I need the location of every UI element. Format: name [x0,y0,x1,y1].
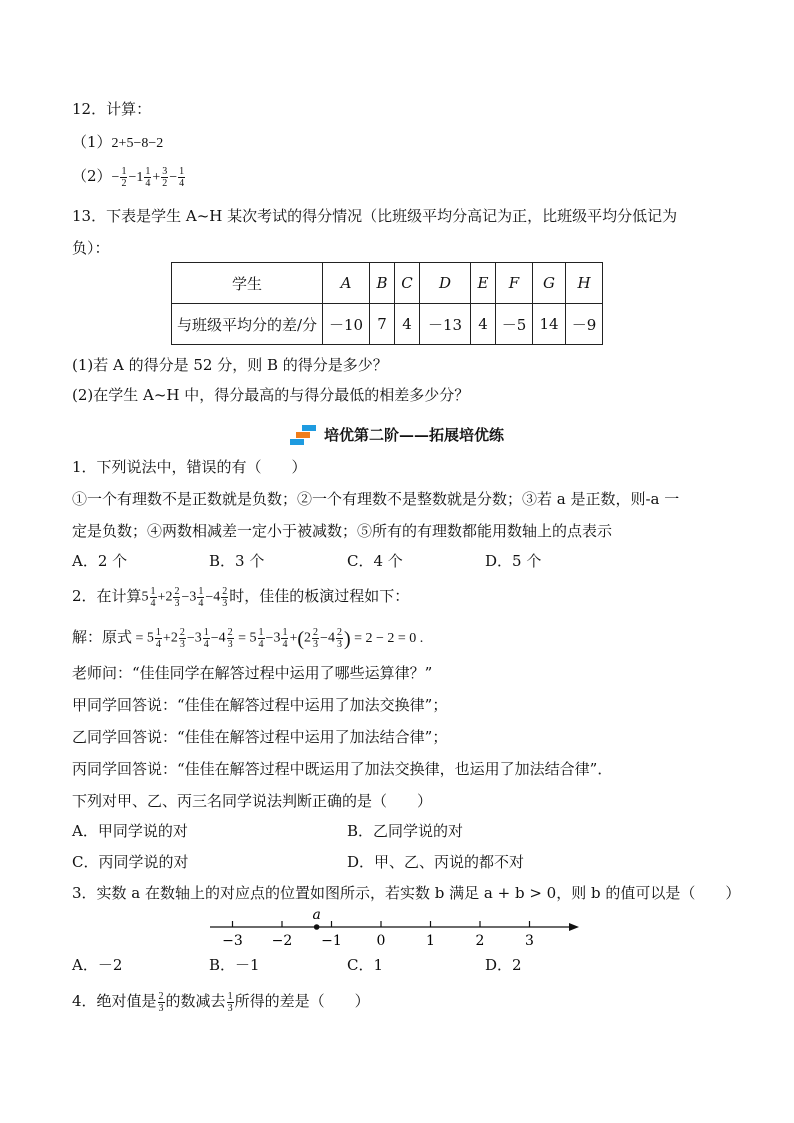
table-cell: 4 [471,304,496,345]
p3-option-c: C．1 [347,956,384,974]
p2-option-d: D．甲、乙、丙说的都不对 [347,853,525,871]
p4-stem [72,990,370,1014]
table-cell: －10 [323,304,370,345]
p2-stem-expr: 5 $\frac{1}{4}$ +2 $\frac{2}{3}$ −3 $\frac{1}{4}$ −4 $\frac{2}{3}$ [141,586,228,610]
table-cell: F [496,263,533,304]
table-cell: G [533,263,566,304]
number-line-tick-label: 0 [376,933,386,949]
number-line-tick-label: −3 [222,933,243,949]
table-header-cell: 与班级平均分的差/分 [172,304,323,345]
q12-part2-expr: − $\frac{1}{2}$ −1 $\frac{1}{4}$ + $\frac{3}{2}$ − $\frac{1}{4}$ [111,166,185,190]
q12-part2-label: （2） [72,167,112,185]
p4-fraction-two-thirds: $\frac{2}{3}$ [158,990,164,1014]
p4-stem-mid: 的数减去 [165,992,226,1010]
q13-sub2: (2)在学生 A~H 中，得分最高的与得分最低的相差多少分？ [72,386,470,404]
p1-option-a: A．2 个 [72,552,128,570]
table-cell: 7 [370,304,395,345]
p2-solution-expr: = 5 $\frac{1}{4}$ +2 $\frac{2}{3}$ −3 $\frac{1}{4}$ −4 $\frac{2}{3}$ = 5 $\frac{1}{4}$ −3 $\frac{1}{4}$ +(2 $\frac{2}{3}$ −4 $\frac{2}{3}$ ) = 2 − 2 = 0 . [132,627,424,651]
table-cell: E [471,263,496,304]
p2-answer-bing: 丙同学回答说：“佳佳在解答过程中既运用了加法交换律，也运用了加法结合律”． [72,760,613,778]
q13-stem-line1: 13．下表是学生 A~H 某次考试的得分情况（比班级平均分高记为正，比班级平均分低记为 [72,207,678,225]
p2-solution-tail: = 2 − 2 = 0 . [354,631,424,646]
table-cell: B [370,263,395,304]
p3-option-d: D．2 [485,956,522,974]
score-table [171,262,603,345]
p2-stem-post: 时，佳佳的板演过程如下： [229,587,410,605]
p2-option-a: A．甲同学说的对 [72,822,188,840]
stacked-blocks-icon [290,425,318,447]
table-header-cell: 学生 [172,263,323,304]
number-line [205,905,585,949]
p2-answer-jia: 甲同学回答说：“佳佳在解答过程中运用了加法交换律”； [72,696,448,714]
p1-option-b: B．3 个 [209,552,265,570]
table-cell: C [395,263,420,304]
p4-stem-post: 所得的差是（ ） [234,992,370,1010]
table-cell: －13 [420,304,471,345]
p1-stem: 1．下列说法中，错误的有（ ） [72,458,307,476]
p3-option-b: B．－1 [209,956,260,974]
p4-stem-pre: 4．绝对值是 [72,992,157,1010]
p2-option-b: B．乙同学说的对 [347,822,464,840]
number-line-tick-label: 3 [525,933,534,949]
q12-part2 [72,165,186,189]
p2-stem-pre: 2．在计算 [72,587,142,605]
p3-stem: 3．实数 a 在数轴上的对应点的位置如图所示，若实数 b 满足 a + b > 0，则 b 的值可以是（ ） [72,884,741,902]
q12-part1-expr: 2+5−8−2 [111,136,164,151]
table-cell: 4 [395,304,420,345]
p2-solution [72,626,423,650]
table-cell: －5 [496,304,533,345]
p2-answer-yi: 乙同学回答说：“佳佳在解答过程中运用了加法结合律”； [72,728,448,746]
p2-stem [72,585,409,609]
number-line-ticks [222,921,534,949]
table-cell: D [420,263,471,304]
number-line-tick-label: 2 [475,933,485,949]
table-cell: －9 [566,304,603,345]
table-cell: 14 [533,304,566,345]
q12-part1 [72,131,163,155]
q13-sub1: (1)若 A 的得分是 52 分，则 B 的得分是多少？ [72,356,388,374]
q12-title: 12．计算： [72,100,152,118]
q12-part1-label: （1） [72,133,112,151]
p3-option-a: A．－2 [72,956,123,974]
p1-statements-line2: 定是负数；④两数相减差一定小于被减数；⑤所有的有理数都能用数轴上的点表示 [72,522,613,540]
p4-fraction-one-third: $\frac{1}{3}$ [227,990,233,1014]
section-title-text: 培优第二阶——拓展培优练 [323,426,504,444]
table-cell: A [323,263,370,304]
section-title [0,424,794,447]
table-row [172,263,603,304]
number-line-point-label: a [312,907,321,923]
number-line-tick-label: 1 [426,933,435,949]
p1-option-d: D．5 个 [485,552,542,570]
table-row [172,304,603,345]
p2-solution-label: 解：原式 [72,628,133,646]
p2-teacher-question: 老师问：“佳佳同学在解答过程中运用了哪些运算律？” [72,664,433,682]
number-line-point [314,924,320,930]
p2-option-c: C．丙同学说的对 [72,853,189,871]
number-line-tick-label: −1 [321,933,342,949]
q13-stem-line2: 负）： [72,239,110,257]
number-line-arrow-icon [569,923,579,931]
p2-ask: 下列对甲、乙、丙三名同学说法判断正确的是（ ） [72,792,433,810]
number-line-tick-label: −2 [271,933,293,949]
p1-option-c: C．4 个 [347,552,403,570]
p1-statements-line1: ①一个有理数不是正数就是负数；②一个有理数不是整数就是分数；③若 a 是正数，则-a 一 [72,490,680,508]
table-cell: H [566,263,603,304]
